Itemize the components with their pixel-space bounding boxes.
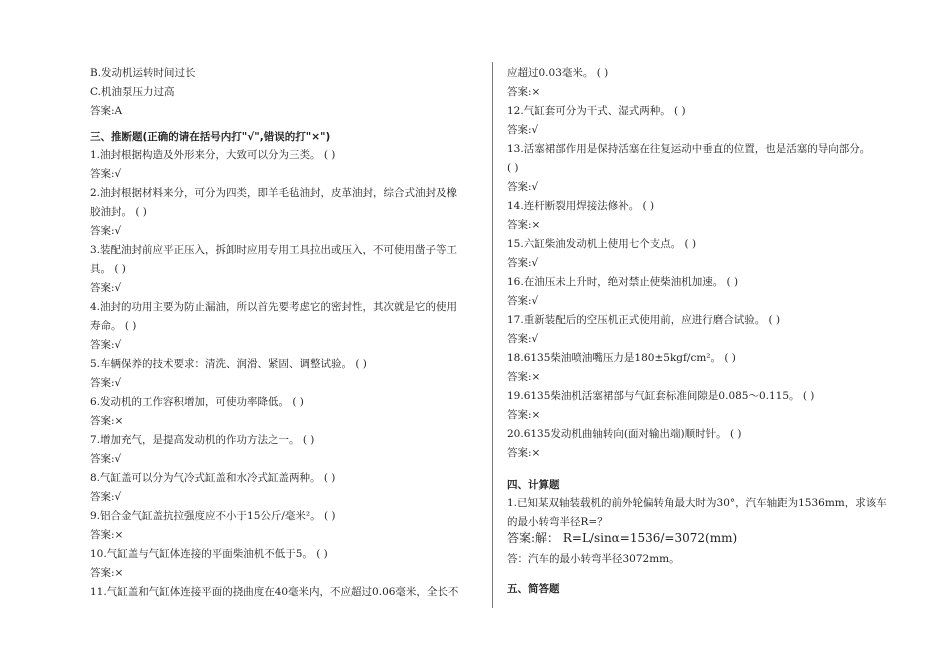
text-line: 答案:√ <box>90 453 122 465</box>
text-line: 的最小转弯半径R=？ <box>507 516 608 528</box>
text-line: 答案:√ <box>507 295 539 307</box>
text-line: 答案:× <box>90 529 124 541</box>
text-line: 17.重新装配后的空压机正式使用前，应进行磨合试验。 ( ) <box>507 314 781 326</box>
text-line: 答案:A <box>90 105 123 117</box>
text-line: 18.6135柴油喷油嘴压力是180±5kgf/cm²。 ( ) <box>507 352 736 364</box>
text-line: ( ) <box>507 162 519 174</box>
section-heading: 四、计算题 <box>507 479 560 491</box>
text-line: 答案:√ <box>90 377 122 389</box>
text-line: 答案:× <box>507 219 541 231</box>
text-line: 答案:√ <box>507 333 539 345</box>
text-line: 7.增加充气，是提高发动机的作功方法之一。 ( ) <box>90 434 315 446</box>
column-divider <box>492 62 493 608</box>
text-line: 19.6135柴油机活塞裙部与气缸套标准间隙是0.085～0.115。 ( ) <box>507 390 815 402</box>
text-line: 2.油封根据材料来分，可分为四类，即羊毛毡油封，皮革油封，综合式油封及橡 <box>90 187 458 199</box>
text-line: 胶油封。 ( ) <box>90 206 147 218</box>
text-line: 20.6135发动机曲轴转向(面对输出端)顺时针。 ( ) <box>507 428 742 440</box>
text-line: 答案:√ <box>90 282 122 294</box>
text-line: 11.气缸盖和气缸体连接平面的挠曲度在40毫米内，不应超过0.06毫米，全长不 <box>90 586 459 598</box>
text-line: 答案:√ <box>90 225 122 237</box>
text-line: 答案:√ <box>507 124 539 136</box>
text-line: 寿命。 ( ) <box>90 320 137 332</box>
text-line: 4.油封的功用主要为防止漏油，所以首先要考虑它的密封性，其次就是它的使用 <box>90 301 458 313</box>
text-line: 答案:× <box>507 86 541 98</box>
text-line: 3.装配油封前应平正压入，拆卸时应用专用工具拉出或压入，不可使用凿子等工 <box>90 244 458 256</box>
text-line: 答案:× <box>507 371 541 383</box>
text-line: 1.已知某双轴装载机的前外轮偏转角最大时为30°，汽车轴距为1536mm，求该车 <box>507 497 887 509</box>
text-line: 16.在油压未上升时，绝对禁止使柴油机加速。 ( ) <box>507 276 739 288</box>
text-line: 答案:√ <box>90 491 122 503</box>
text-line: 应超过0.03毫米。 ( ) <box>507 67 609 79</box>
text-line: 答案:√ <box>507 257 539 269</box>
text-line: 8.气缸盖可以分为气冷式缸盖和水冷式缸盖两种。 ( ) <box>90 472 336 484</box>
text-line: 5.车辆保养的技术要求：清洗、润滑、紧固、调整试验。 ( ) <box>90 358 367 370</box>
text-line: 14.连杆断裂用焊接法修补。 ( ) <box>507 200 655 212</box>
text-line: C.机油泵压力过高 <box>90 86 175 98</box>
text-line: 12.气缸套可分为干式、湿式两种。 ( ) <box>507 105 686 117</box>
text-line: 1.油封根据构造及外形来分，大致可以分为三类。 ( ) <box>90 149 336 161</box>
text-line: 6.发动机的工作容积增加，可使功率降低。 ( ) <box>90 396 304 408</box>
text-line: 10.气缸盖与气缸体连接的平面柴油机不低于5。 ( ) <box>90 548 328 560</box>
section-heading: 三、推断题(正确的请在括号内打"√",错误的打"×") <box>90 131 331 143</box>
text-line: 15.六缸柴油发动机上使用七个支点。 ( ) <box>507 238 697 250</box>
text-line: 具。 ( ) <box>90 263 126 275</box>
text-line: 答案:√ <box>507 181 539 193</box>
text-line: 答案:解： R=L/sinα=1536/=3072(mm) <box>507 531 738 545</box>
text-line: 答案:× <box>507 447 541 459</box>
text-line: 答案:× <box>507 409 541 421</box>
section-heading: 五、简答题 <box>507 583 560 595</box>
text-line: 答案:√ <box>90 339 122 351</box>
text-line: 答案:× <box>90 567 124 579</box>
text-line: 答案:√ <box>90 168 122 180</box>
text-line: 答：汽车的最小转弯半径3072mm。 <box>507 553 680 565</box>
text-line: B.发动机运转时间过长 <box>90 67 196 79</box>
text-line: 答案:× <box>90 415 124 427</box>
text-line: 9.铝合金气缸盖抗拉强度应不小于15公斤/毫米²。 ( ) <box>90 510 336 522</box>
text-line: 13.活塞裙部作用是保持活塞在往复运动中垂直的位置，也是活塞的导向部分。 <box>507 143 871 155</box>
